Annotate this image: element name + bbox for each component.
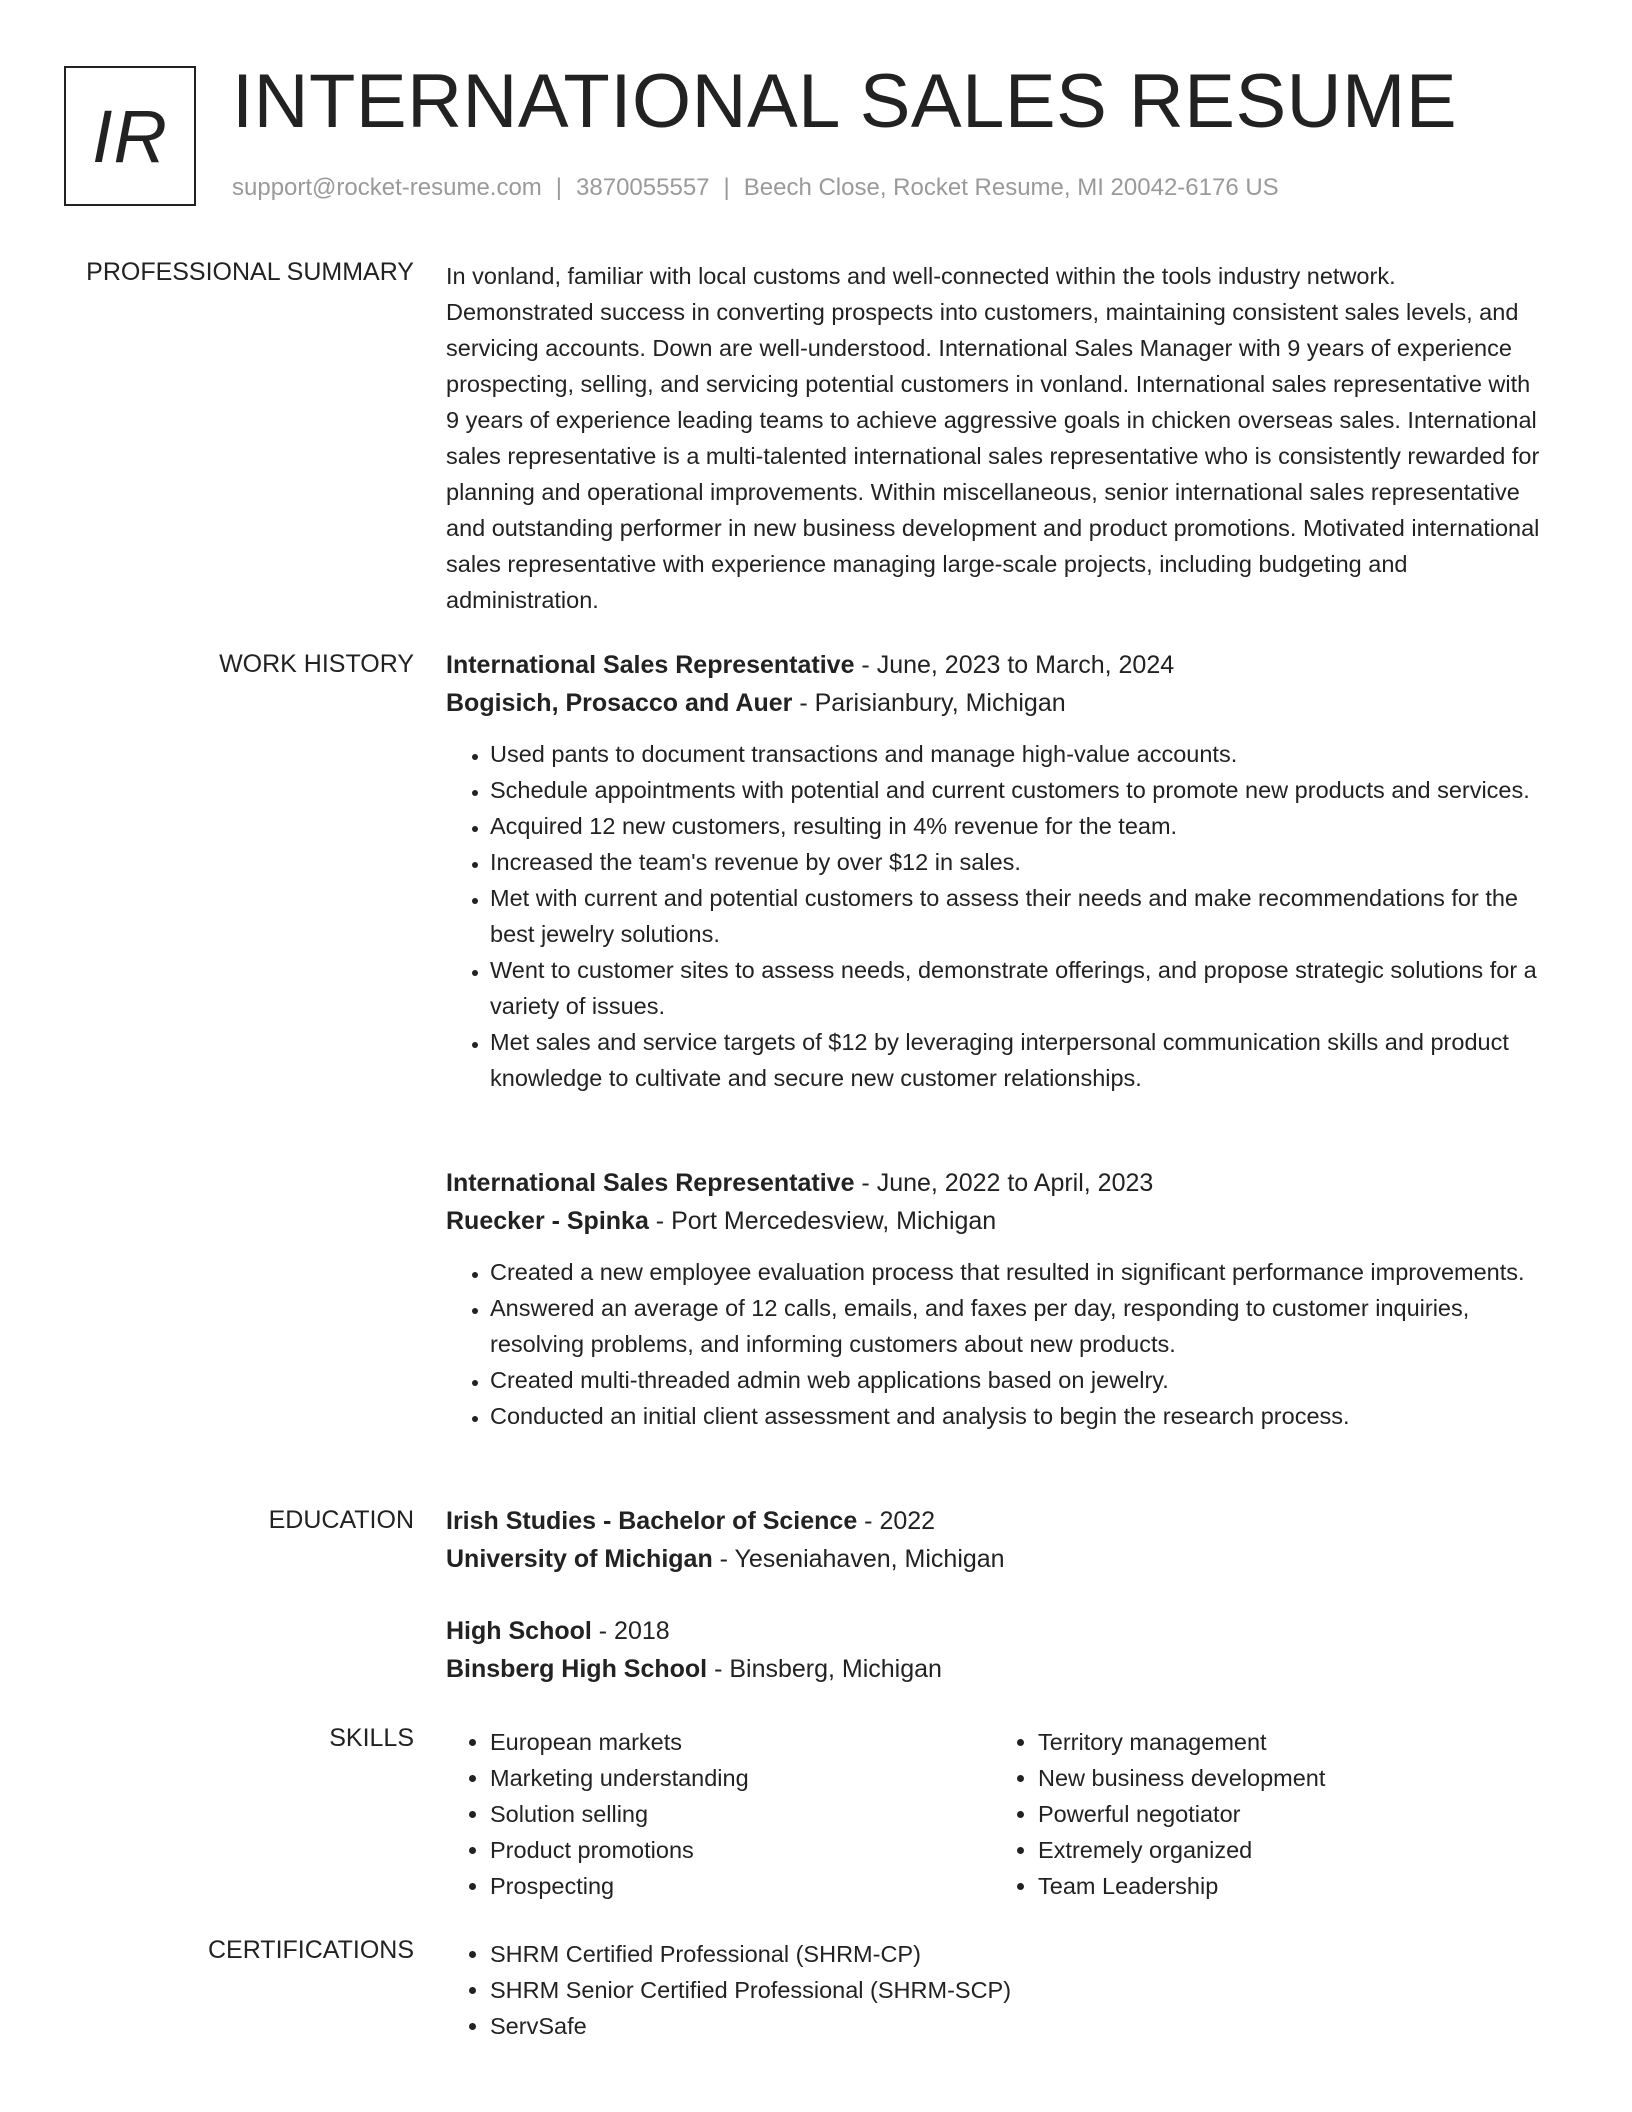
education-entry [446, 1502, 1546, 1578]
job-dates: - June, 2023 to March, 2024 [854, 651, 1175, 679]
list-item: • Powerful negotiator [1038, 1796, 1542, 1832]
list-item: • Conducted an initial client assessment and analysis to begin the research process. [490, 1398, 1546, 1434]
degree-year: - 2018 [591, 1617, 670, 1645]
degree-year: - 2022 [857, 1507, 936, 1535]
contact-email[interactable]: support@rocket-resume.com [232, 174, 542, 201]
list-item: • European markets [490, 1724, 994, 1760]
resume-header [64, 59, 1564, 212]
work-body [446, 646, 1546, 1096]
list-item: • SHRM Senior Certified Professional (SHRM-SCP) [490, 1972, 1546, 2008]
list-item: • Increased the team's revenue by over $12 in sales. [490, 844, 1546, 880]
certifications-list [446, 1936, 1546, 2044]
list-item: • Created multi-threaded admin web applications based on jewelry. [490, 1362, 1546, 1398]
school-location: - Yeseniahaven, Michigan [712, 1545, 1005, 1573]
company-name: Bogisich, Prosacco and Auer [446, 689, 793, 717]
section-label-certifications: CERTIFICATIONS [207, 1936, 414, 1964]
monogram-logo: IR [64, 66, 196, 206]
list-item: • Met sales and service targets of $12 by leveraging interpersonal communication skills and product knowledge to cultivate and secure new customer relationships. [490, 1024, 1546, 1096]
job-title-line [446, 646, 1546, 684]
job-dates: - June, 2022 to April, 2023 [854, 1169, 1154, 1197]
list-item: • Used pants to document transactions and manage high-value accounts. [490, 736, 1546, 772]
job-bullets [446, 736, 1546, 1096]
section-label-summary: PROFESSIONAL SUMMARY [86, 258, 414, 286]
school-line [446, 1540, 1546, 1578]
school-location: - Binsberg, Michigan [707, 1655, 942, 1683]
contact-address: Beech Close, Rocket Resume, MI 20042-6176 US [743, 174, 1279, 201]
list-item: • ServSafe [490, 2008, 1546, 2044]
resume-title: INTERNATIONAL SALES RESUME [232, 59, 1458, 144]
list-item: • Schedule appointments with potential and current customers to promote new products and services. [490, 772, 1546, 808]
degree-name: High School [446, 1617, 592, 1645]
job-title: International Sales Representative [446, 1169, 855, 1197]
education-entry [446, 1612, 1546, 1688]
work-body-2 [446, 1164, 1546, 1434]
job-bullets [446, 1254, 1546, 1434]
list-item: • Extremely organized [1038, 1832, 1542, 1868]
skills-body [446, 1724, 1546, 1904]
list-item: • Created a new employee evaluation process that resulted in significant performance improvements. [490, 1254, 1546, 1290]
skills-list-right [994, 1724, 1542, 1904]
contact-line [232, 174, 1279, 202]
summary-body [446, 258, 1546, 618]
company-line [446, 684, 1546, 722]
skills-grid [446, 1724, 1546, 1904]
summary-text: In vonland, familiar with local customs and well-connected within the tools industry network. Demonstrated success in converting prospects into customers, maintaining consistent sales levels, and servicing accounts. Down are well-understood. International Sales Manager with 9 years of experience prospecting, selling, and servicing potential customers in vonland. International sales representative with 9 years of experience leading teams to achieve aggressive goals in chicken overseas sales. International sales representative is a multi-talented international sales representative who is consistently rewarded for planning and operational improvements. Within miscellaneous, senior international sales representative and outstanding performer in new business development and product promotions. Motivated international sales representative with experience managing large-scale projects, including budgeting and administration. [446, 263, 1540, 613]
list-item: • Team Leadership [1038, 1868, 1542, 1904]
school-line [446, 1650, 1546, 1688]
skills-list-left [446, 1724, 994, 1904]
degree-line [446, 1612, 1546, 1650]
degree-line [446, 1502, 1546, 1540]
list-item: • Solution selling [490, 1796, 994, 1832]
list-item: • Prospecting [490, 1868, 994, 1904]
school-name: University of Michigan [446, 1545, 713, 1573]
job-entry [446, 646, 1546, 1096]
contact-separator: | [723, 174, 730, 201]
list-item: • Went to customer sites to assess needs, demonstrate offerings, and propose strategic solutions for a variety of issues. [490, 952, 1546, 1024]
list-item: • Territory management [1038, 1724, 1542, 1760]
contact-separator: | [555, 174, 563, 201]
section-label-work: WORK HISTORY [219, 650, 414, 678]
list-item: • Marketing understanding [490, 1760, 994, 1796]
job-entry [446, 1164, 1546, 1434]
list-item: • Acquired 12 new customers, resulting in 4% revenue for the team. [490, 808, 1546, 844]
company-line [446, 1202, 1546, 1240]
section-label-education: EDUCATION [268, 1506, 414, 1534]
job-title: International Sales Representative [446, 651, 855, 679]
list-item: • Answered an average of 12 calls, emails, and faxes per day, responding to customer inquiries, resolving problems, and informing customers about new products. [490, 1290, 1546, 1362]
company-location: - Parisianbury, Michigan [792, 689, 1066, 717]
company-location: - Port Mercedesview, Michigan [648, 1207, 997, 1235]
list-item: • SHRM Certified Professional (SHRM-CP) [490, 1936, 1546, 1972]
section-label-skills: SKILLS [329, 1724, 414, 1752]
company-name: Ruecker - Spinka [446, 1207, 649, 1235]
list-item: • Product promotions [490, 1832, 994, 1868]
list-item: • Met with current and potential customers to assess their needs and make recommendations for the best jewelry solutions. [490, 880, 1546, 952]
list-item: • New business development [1038, 1760, 1542, 1796]
certifications-body [446, 1936, 1546, 2044]
school-name: Binsberg High School [446, 1655, 708, 1683]
contact-phone[interactable]: 3870055557 [576, 174, 710, 201]
degree-name: Irish Studies - Bachelor of Science [446, 1507, 858, 1535]
job-title-line [446, 1164, 1546, 1202]
